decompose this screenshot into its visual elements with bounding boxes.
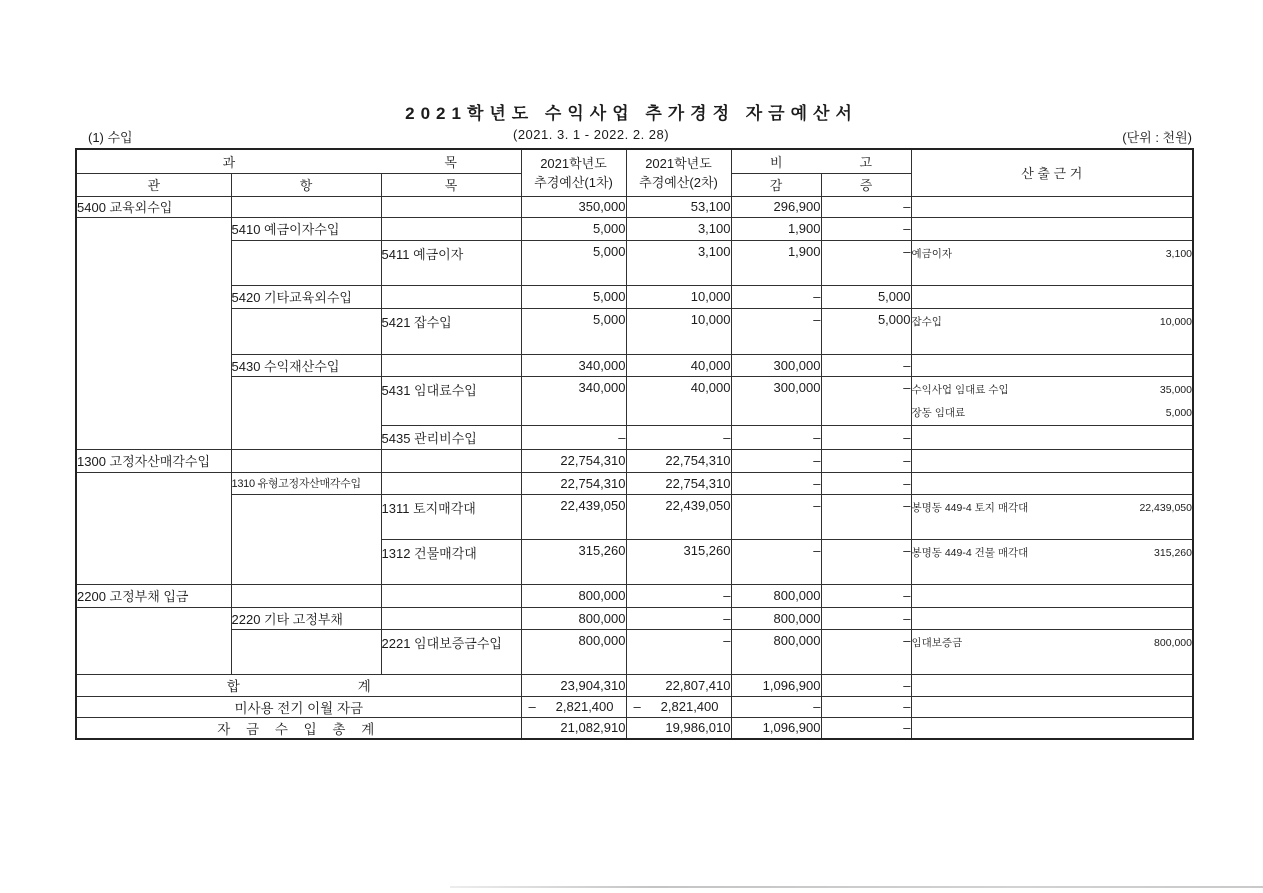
cell-decrease: –: [731, 425, 821, 449]
basis-value: 5,000: [1165, 406, 1192, 419]
cell-hang-empty: [231, 240, 381, 285]
basis-value: 315,260: [1154, 546, 1192, 559]
basis-line: [912, 311, 1193, 334]
cell-budget1: 340,000: [521, 354, 626, 376]
summary-row-carryover: [76, 696, 1193, 717]
cell-decrease: –: [731, 472, 821, 494]
cell-decrease: –: [731, 539, 821, 584]
cell-increase: –: [821, 217, 911, 240]
basis-value: 10,000: [1159, 315, 1192, 328]
cell-basis-empty: [911, 717, 1193, 739]
cell-decrease: –: [731, 696, 821, 717]
basis-line: [912, 402, 1193, 425]
cell-budget2: 315,260: [626, 539, 731, 584]
basis-text: 봉명동 449-4 토지 매각대: [911, 501, 1029, 514]
cell-budget1: 5,000: [521, 308, 626, 354]
cell-gwan-merged-empty: [76, 217, 231, 449]
cell-hang-empty: [231, 196, 381, 217]
summary-row-grand-total: [76, 717, 1193, 739]
cell-budget2: 19,986,010: [626, 717, 731, 739]
basis-text: 잡수입: [911, 315, 942, 328]
cell-budget1: 800,000: [521, 584, 626, 607]
basis-text: 임대보증금: [911, 636, 963, 649]
header-budget2-line1: 2021학년도: [645, 155, 712, 171]
header-gam: 감: [731, 173, 821, 196]
cell-increase: 5,000: [821, 285, 911, 308]
cell-increase: –: [821, 376, 911, 425]
cell-mok: 5421 잡수입: [381, 308, 521, 354]
total-label-left: 합: [226, 679, 240, 694]
cell-increase: –: [821, 607, 911, 629]
total-label-right: 계: [357, 679, 371, 694]
cell-basis: [911, 308, 1193, 354]
cell-hang-merged-empty: [231, 494, 381, 584]
cell-budget2: –: [626, 629, 731, 674]
cell-basis: [911, 494, 1193, 539]
basis-line: [912, 243, 1193, 266]
cell-budget1: 350,000: [521, 196, 626, 217]
cell-budget2: 3,100: [626, 217, 731, 240]
cell-basis-empty: [911, 285, 1193, 308]
cell-basis-empty: [911, 696, 1193, 717]
cell-budget2: 22,754,310: [626, 449, 731, 472]
cell-decrease: 296,900: [731, 196, 821, 217]
table-row-5431: [76, 376, 1193, 425]
cell-decrease: 1,900: [731, 217, 821, 240]
header-bigo: [731, 149, 911, 173]
cell-budget1: 21,082,910: [521, 717, 626, 739]
cell-increase: –: [821, 674, 911, 696]
period-label: (2021. 3. 1 - 2022. 2. 28): [513, 127, 670, 142]
table-row-2221: [76, 629, 1193, 674]
carryover-budget1-value: 2,821,400: [555, 699, 614, 714]
cell-budget1: 22,754,310: [521, 449, 626, 472]
cell-budget1: 340,000: [521, 376, 626, 425]
basis-text: 예금이자: [911, 247, 953, 260]
cell-mok: 1312 건물매각대: [381, 539, 521, 584]
cell-hang: 5420 기타교육외수입: [231, 285, 381, 308]
cell-mok-empty: [381, 472, 521, 494]
table-row-5420: [76, 285, 1193, 308]
cell-basis: [911, 539, 1193, 584]
cell-mok: 5411 예금이자: [381, 240, 521, 285]
cell-budget2: 22,807,410: [626, 674, 731, 696]
cell-hang: 5430 수익재산수입: [231, 354, 381, 376]
cell-budget1: 5,000: [521, 240, 626, 285]
section-label: (1) 수입: [88, 130, 133, 145]
basis-text: 장동 임대료: [911, 406, 966, 419]
cell-budget1: 315,260: [521, 539, 626, 584]
cell-mok-empty: [381, 449, 521, 472]
header-row-1: [76, 149, 1193, 173]
cell-decrease: 1,900: [731, 240, 821, 285]
table-row-5411: [76, 240, 1193, 285]
cell-decrease: 800,000: [731, 607, 821, 629]
cell-decrease: 300,000: [731, 354, 821, 376]
cell-budget2: 22,439,050: [626, 494, 731, 539]
table-row-1311: [76, 494, 1193, 539]
basis-line: [912, 379, 1193, 402]
cell-budget2: 10,000: [626, 308, 731, 354]
basis-value: 3,100: [1165, 247, 1192, 260]
cell-basis-empty: [911, 472, 1193, 494]
cell-basis-empty: [911, 674, 1193, 696]
summary-row-total: [76, 674, 1193, 696]
cell-gwan: 2200 고정부채 입금: [76, 584, 231, 607]
cell-basis: [911, 376, 1193, 425]
header-jeung: 증: [821, 173, 911, 196]
cell-increase: –: [821, 584, 911, 607]
cell-budget2: 40,000: [626, 354, 731, 376]
page-title: 2021학년도 수익사업 추가경정 자금예산서: [405, 104, 858, 123]
cell-hang-empty: [231, 629, 381, 674]
budget-table: [75, 148, 1194, 740]
basis-line: [912, 497, 1193, 520]
header-budget1: [521, 149, 626, 196]
cell-increase: –: [821, 425, 911, 449]
cell-decrease: –: [731, 308, 821, 354]
cell-decrease: 300,000: [731, 376, 821, 425]
header-gwa-label: 과: [222, 154, 236, 170]
cell-budget1: 22,754,310: [521, 472, 626, 494]
cell-increase: –: [821, 717, 911, 739]
table-row-5430: [76, 354, 1193, 376]
cell-budget2: 3,100: [626, 240, 731, 285]
cell-increase: 5,000: [821, 308, 911, 354]
cell-mok: 5435 관리비수입: [381, 425, 521, 449]
header-mok: 목: [381, 173, 521, 196]
basis-value: 800,000: [1154, 636, 1192, 649]
table-row-2220: [76, 607, 1193, 629]
cell-basis-empty: [911, 425, 1193, 449]
cell-increase: –: [821, 696, 911, 717]
cell-mok-empty: [381, 217, 521, 240]
cell-increase: –: [821, 629, 911, 674]
basis-text: 봉명동 449-4 건물 매각대: [911, 546, 1029, 559]
cell-decrease: –: [731, 494, 821, 539]
header-go-label: 고: [859, 154, 873, 170]
table-row-5410: [76, 217, 1193, 240]
header-budget1-line2: 추경예산(1차): [534, 174, 613, 190]
cell-carryover-label: 미사용 전기 이월 자금: [76, 696, 521, 717]
cell-increase: –: [821, 196, 911, 217]
scan-artifact-line: [450, 886, 1263, 888]
minus-sign: –: [633, 699, 641, 714]
cell-budget2: –: [626, 425, 731, 449]
cell-hang-empty: [231, 308, 381, 354]
cell-budget1: [521, 696, 626, 717]
cell-budget2: 40,000: [626, 376, 731, 425]
cell-budget2: 10,000: [626, 285, 731, 308]
header-gwamok: [76, 149, 521, 173]
cell-decrease: 1,096,900: [731, 674, 821, 696]
cell-gwan-merged-empty: [76, 472, 231, 584]
table-row-1300: [76, 449, 1193, 472]
cell-hang-empty: [231, 449, 381, 472]
basis-text: 수익사업 임대료 수입: [911, 383, 1009, 396]
cell-budget1: 800,000: [521, 607, 626, 629]
cell-budget1: 5,000: [521, 285, 626, 308]
carryover-budget2-value: 2,821,400: [660, 699, 719, 714]
cell-budget2: 22,754,310: [626, 472, 731, 494]
basis-line: [912, 632, 1193, 655]
header-budget2-line2: 추경예산(2차): [639, 174, 718, 190]
cell-decrease: –: [731, 449, 821, 472]
cell-gwan-merged-empty: [76, 607, 231, 674]
minus-sign: –: [528, 699, 536, 714]
cell-budget2: [626, 696, 731, 717]
header-bi-label: 비: [769, 154, 783, 170]
cell-basis: [911, 240, 1193, 285]
cell-mok: 5431 임대료수입: [381, 376, 521, 425]
cell-budget1: 5,000: [521, 217, 626, 240]
cell-decrease: 1,096,900: [731, 717, 821, 739]
cell-increase: –: [821, 472, 911, 494]
cell-basis-empty: [911, 217, 1193, 240]
cell-mok-empty: [381, 285, 521, 308]
cell-budget1: –: [521, 425, 626, 449]
cell-increase: –: [821, 449, 911, 472]
unit-label: (단위 : 천원): [1122, 130, 1192, 145]
cell-increase: –: [821, 539, 911, 584]
basis-line: [912, 542, 1193, 565]
cell-basis-empty: [911, 449, 1193, 472]
cell-budget1: 23,904,310: [521, 674, 626, 696]
cell-gwan: 1300 고정자산매각수입: [76, 449, 231, 472]
cell-hang-empty: [231, 584, 381, 607]
header-mok-top-label: 목: [444, 154, 457, 170]
cell-decrease: 800,000: [731, 584, 821, 607]
cell-budget2: 53,100: [626, 196, 731, 217]
cell-total-label: [76, 674, 521, 696]
cell-budget2: –: [626, 584, 731, 607]
cell-mok-empty: [381, 196, 521, 217]
basis-value: 22,439,050: [1139, 501, 1192, 514]
cell-decrease: 800,000: [731, 629, 821, 674]
cell-hang: 5410 예금이자수입: [231, 217, 381, 240]
cell-increase: –: [821, 240, 911, 285]
cell-budget2: –: [626, 607, 731, 629]
cell-gwan: 5400 교육외수입: [76, 196, 231, 217]
cell-budget1: 800,000: [521, 629, 626, 674]
header-budget1-line1: 2021학년도: [540, 155, 607, 171]
cell-basis-empty: [911, 584, 1193, 607]
table-row-5421: [76, 308, 1193, 354]
header-hang: 항: [231, 173, 381, 196]
cell-mok: 1311 토지매각대: [381, 494, 521, 539]
table-row-1310: [76, 472, 1193, 494]
cell-budget1: 22,439,050: [521, 494, 626, 539]
cell-grand-total-label: 자 금 수 입 총 계: [76, 717, 521, 739]
header-basis: 산 출 근 거: [911, 149, 1193, 196]
cell-increase: –: [821, 354, 911, 376]
table-row-5400: [76, 196, 1193, 217]
cell-mok-empty: [381, 607, 521, 629]
table-row-2200: [76, 584, 1193, 607]
cell-decrease: –: [731, 285, 821, 308]
cell-mok-empty: [381, 584, 521, 607]
cell-mok-empty: [381, 354, 521, 376]
cell-basis-empty: [911, 196, 1193, 217]
cell-basis-empty: [911, 354, 1193, 376]
header-gwan: 관: [76, 173, 231, 196]
cell-hang: 1310 유형고정자산매각수입: [231, 472, 381, 494]
cell-mok: 2221 임대보증금수입: [381, 629, 521, 674]
cell-basis: [911, 629, 1193, 674]
cell-increase: –: [821, 494, 911, 539]
cell-hang-merged-empty: [231, 376, 381, 449]
cell-basis-empty: [911, 607, 1193, 629]
header-budget2: [626, 149, 731, 196]
basis-value: 35,000: [1159, 383, 1192, 396]
cell-hang: 2220 기타 고정부채: [231, 607, 381, 629]
